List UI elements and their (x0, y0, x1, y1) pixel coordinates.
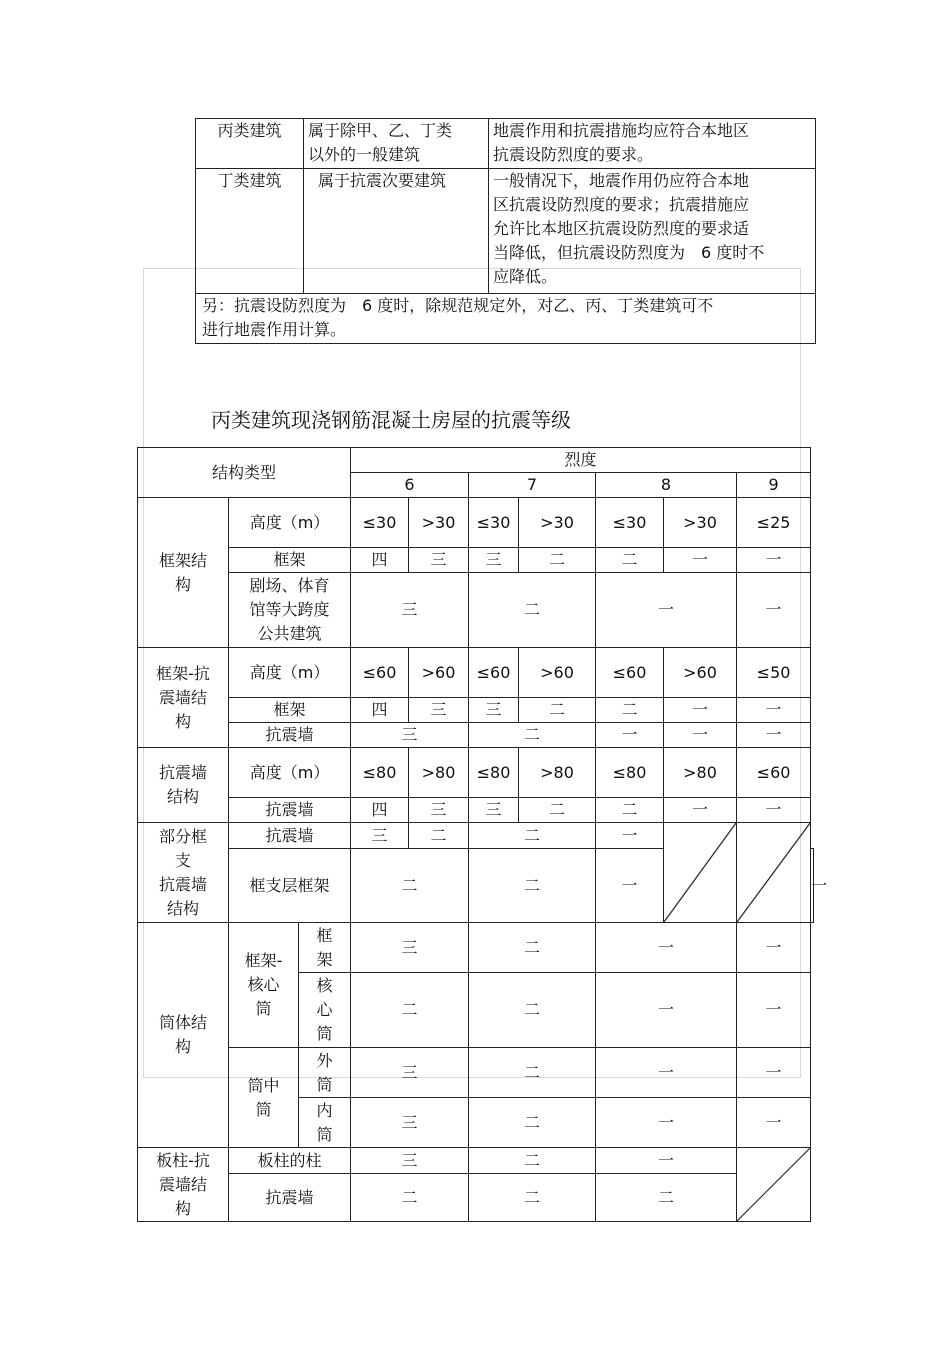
grade-cell: 二 (469, 823, 596, 849)
grade-cell: 一 (664, 548, 737, 573)
grade-cell: 一 (596, 923, 737, 973)
table-row (138, 1174, 814, 1222)
requirement-text: 抗震设防烈度的要求。 (493, 145, 654, 164)
grade-cell: 一 (737, 1048, 811, 1098)
grade-cell: 三 (469, 548, 519, 573)
requirement-text: 一般情况下，地震作用仍应符合本地 (493, 171, 750, 190)
grade-cell: 三 (351, 573, 469, 648)
seismic-grade-table (137, 447, 828, 1222)
table-row (138, 698, 814, 723)
grade-cell: 二 (469, 573, 596, 648)
structure-name: 框架结 构 (138, 498, 229, 648)
height-value: ≤60 (469, 648, 519, 698)
height-value: ≤50 (737, 648, 811, 698)
grade-cell: 一 (737, 723, 811, 748)
grade-cell: 二 (351, 1174, 469, 1222)
grade-cell: 三 (409, 548, 469, 573)
table-row (138, 923, 814, 973)
structure-name: 板柱-抗 震墙结 构 (138, 1148, 229, 1222)
height-value: ≤30 (469, 498, 519, 548)
category-name: 丙类建筑 (217, 121, 282, 140)
structure-name: 抗震墙 结构 (138, 748, 229, 823)
sub-structure-name: 框架- 核心 筒 (229, 923, 299, 1048)
grade-cell: 二 (469, 973, 596, 1048)
height-label: 高度（m） (229, 648, 351, 698)
note-text: 另：抗震设防烈度为 6 度时，除规范规定外，对乙、丙、丁类建筑可不 (202, 296, 714, 315)
table-row (138, 548, 814, 573)
table-row (138, 748, 814, 798)
sub-structure-name: 筒中 筒 (229, 1048, 299, 1148)
height-value: >30 (664, 498, 737, 548)
grade-cell: 二 (469, 723, 596, 748)
grade-cell: 二 (351, 973, 469, 1048)
note-text: 进行地震作用计算。 (202, 320, 347, 339)
grade-cell: 二 (469, 1148, 596, 1174)
not-applicable-cell (737, 1148, 811, 1222)
grade-cell: 一 (596, 573, 737, 648)
height-value: ≤25 (737, 498, 811, 548)
grade-cell: 二 (596, 548, 664, 573)
scope-text: 以外的一般建筑 (308, 145, 421, 164)
requirement-text: 区抗震设防烈度的要求；抗震措施应 (493, 195, 750, 214)
grade-cell: 二 (596, 798, 664, 823)
height-value: ≤60 (596, 648, 664, 698)
table-row (196, 169, 816, 294)
grade-cell: 四 (351, 698, 409, 723)
component-label: 剧场、体育 馆等大跨度 公共建筑 (229, 573, 351, 648)
grade-cell: 三 (351, 923, 469, 973)
intensity-9: 9 (737, 473, 811, 498)
grade-cell: 三 (351, 723, 469, 748)
component-label: 内 筒 (299, 1098, 351, 1148)
grade-cell: 二 (409, 823, 469, 849)
component-label: 抗震墙 (229, 823, 351, 849)
grade-cell: 二 (596, 698, 664, 723)
grade-cell: 一 (596, 723, 664, 748)
component-label: 核 心 筒 (299, 973, 351, 1048)
grade-cell: 一 (596, 823, 664, 849)
not-applicable-cell (664, 823, 737, 923)
height-value: >30 (409, 498, 469, 548)
table-row (138, 648, 814, 698)
component-label: 外 筒 (299, 1048, 351, 1098)
intensity-header: 烈度 (351, 448, 811, 473)
table-row (138, 1148, 814, 1174)
grade-cell: 二 (519, 548, 596, 573)
structure-name: 部分框 支 抗震墙 结构 (138, 823, 229, 923)
grade-cell: 一 (664, 723, 737, 748)
grade-cell: 三 (409, 698, 469, 723)
grade-cell: 二 (519, 798, 596, 823)
intensity-7: 7 (469, 473, 596, 498)
table-row (138, 823, 814, 849)
component-label: 框 架 (299, 923, 351, 973)
height-label: 高度（m） (229, 498, 351, 548)
grade-cell: 一 (596, 1048, 737, 1098)
height-value: ≤30 (596, 498, 664, 548)
height-value: ≤80 (351, 748, 409, 798)
grade-cell: 一 (737, 698, 811, 723)
height-value: >60 (519, 648, 596, 698)
height-value: ≤80 (469, 748, 519, 798)
structure-name: 框架-抗 震墙结 构 (138, 648, 229, 748)
grade-cell: 一 (737, 573, 811, 648)
component-label: 板柱的柱 (229, 1148, 351, 1174)
table-row (138, 573, 814, 648)
grade-cell: 二 (469, 1174, 596, 1222)
height-value: ≤30 (351, 498, 409, 548)
grade-cell: 一 (596, 973, 737, 1048)
grade-cell: 三 (409, 798, 469, 823)
component-label: 框支层框架 (229, 849, 351, 923)
grade-cell: 二 (469, 1048, 596, 1098)
component-label: 抗震墙 (229, 723, 351, 748)
category-name: 丁类建筑 (217, 171, 282, 190)
height-value: ≤80 (596, 748, 664, 798)
height-value: >60 (409, 648, 469, 698)
grade-cell: 一 (596, 849, 664, 923)
table-row (138, 498, 814, 548)
grade-cell: 三 (351, 1048, 469, 1098)
grade-cell: 一 (737, 548, 811, 573)
height-value: >80 (409, 748, 469, 798)
grade-cell: 三 (351, 1098, 469, 1148)
grade-cell: 二 (596, 1174, 737, 1222)
intensity-8: 8 (596, 473, 737, 498)
building-category-table (195, 118, 816, 344)
grade-cell: 一 (811, 849, 814, 923)
height-value: >80 (664, 748, 737, 798)
grade-cell: 一 (737, 1098, 811, 1148)
grade-cell: 一 (664, 798, 737, 823)
grade-cell: 二 (469, 1098, 596, 1148)
table-row (196, 119, 816, 169)
table-title: 丙类建筑现浇钢筋混凝土房屋的抗震等级 (211, 408, 571, 432)
grade-cell: 一 (596, 1098, 737, 1148)
structure-name: 筒体结 构 (138, 923, 229, 1148)
structure-type-header: 结构类型 (138, 448, 351, 498)
height-value: ≤60 (351, 648, 409, 698)
intensity-6: 6 (351, 473, 469, 498)
requirement-text: 允许比本地区抗震设防烈度的要求适 (493, 219, 750, 238)
header-row (138, 448, 814, 473)
not-applicable-cell (737, 823, 811, 923)
grade-cell: 二 (469, 923, 596, 973)
grade-cell: 一 (737, 798, 811, 823)
height-value: ≤60 (737, 748, 811, 798)
requirement-text: 地震作用和抗震措施均应符合本地区 (493, 121, 750, 140)
table-row (138, 723, 814, 748)
note-row (196, 294, 816, 344)
height-value: >30 (519, 498, 596, 548)
scope-text: 属于抗震次要建筑 (318, 171, 447, 190)
height-value: >80 (519, 748, 596, 798)
grade-cell: 二 (351, 849, 469, 923)
component-label: 抗震墙 (229, 798, 351, 823)
grade-cell: 一 (737, 923, 811, 973)
grade-cell: 二 (469, 849, 596, 923)
table-row (138, 798, 814, 823)
height-label: 高度（m） (229, 748, 351, 798)
requirement-text: 应降低。 (493, 267, 558, 286)
grade-cell: 四 (351, 548, 409, 573)
scope-text: 属于除甲、乙、丁类 (308, 121, 453, 140)
grade-cell: 三 (469, 698, 519, 723)
component-label: 框架 (229, 548, 351, 573)
component-label: 框架 (229, 698, 351, 723)
requirement-text: 当降低，但抗震设防烈度为 6 度时不 (493, 243, 765, 262)
grade-cell: 四 (351, 798, 409, 823)
grade-cell: 一 (737, 973, 811, 1048)
component-label: 抗震墙 (229, 1174, 351, 1222)
grade-cell: 一 (664, 698, 737, 723)
grade-cell: 一 (596, 1148, 737, 1174)
grade-cell: 三 (469, 798, 519, 823)
grade-cell: 二 (519, 698, 596, 723)
table-row (138, 1048, 814, 1098)
height-value: >60 (664, 648, 737, 698)
grade-cell: 三 (351, 823, 409, 849)
grade-cell: 三 (351, 1148, 469, 1174)
